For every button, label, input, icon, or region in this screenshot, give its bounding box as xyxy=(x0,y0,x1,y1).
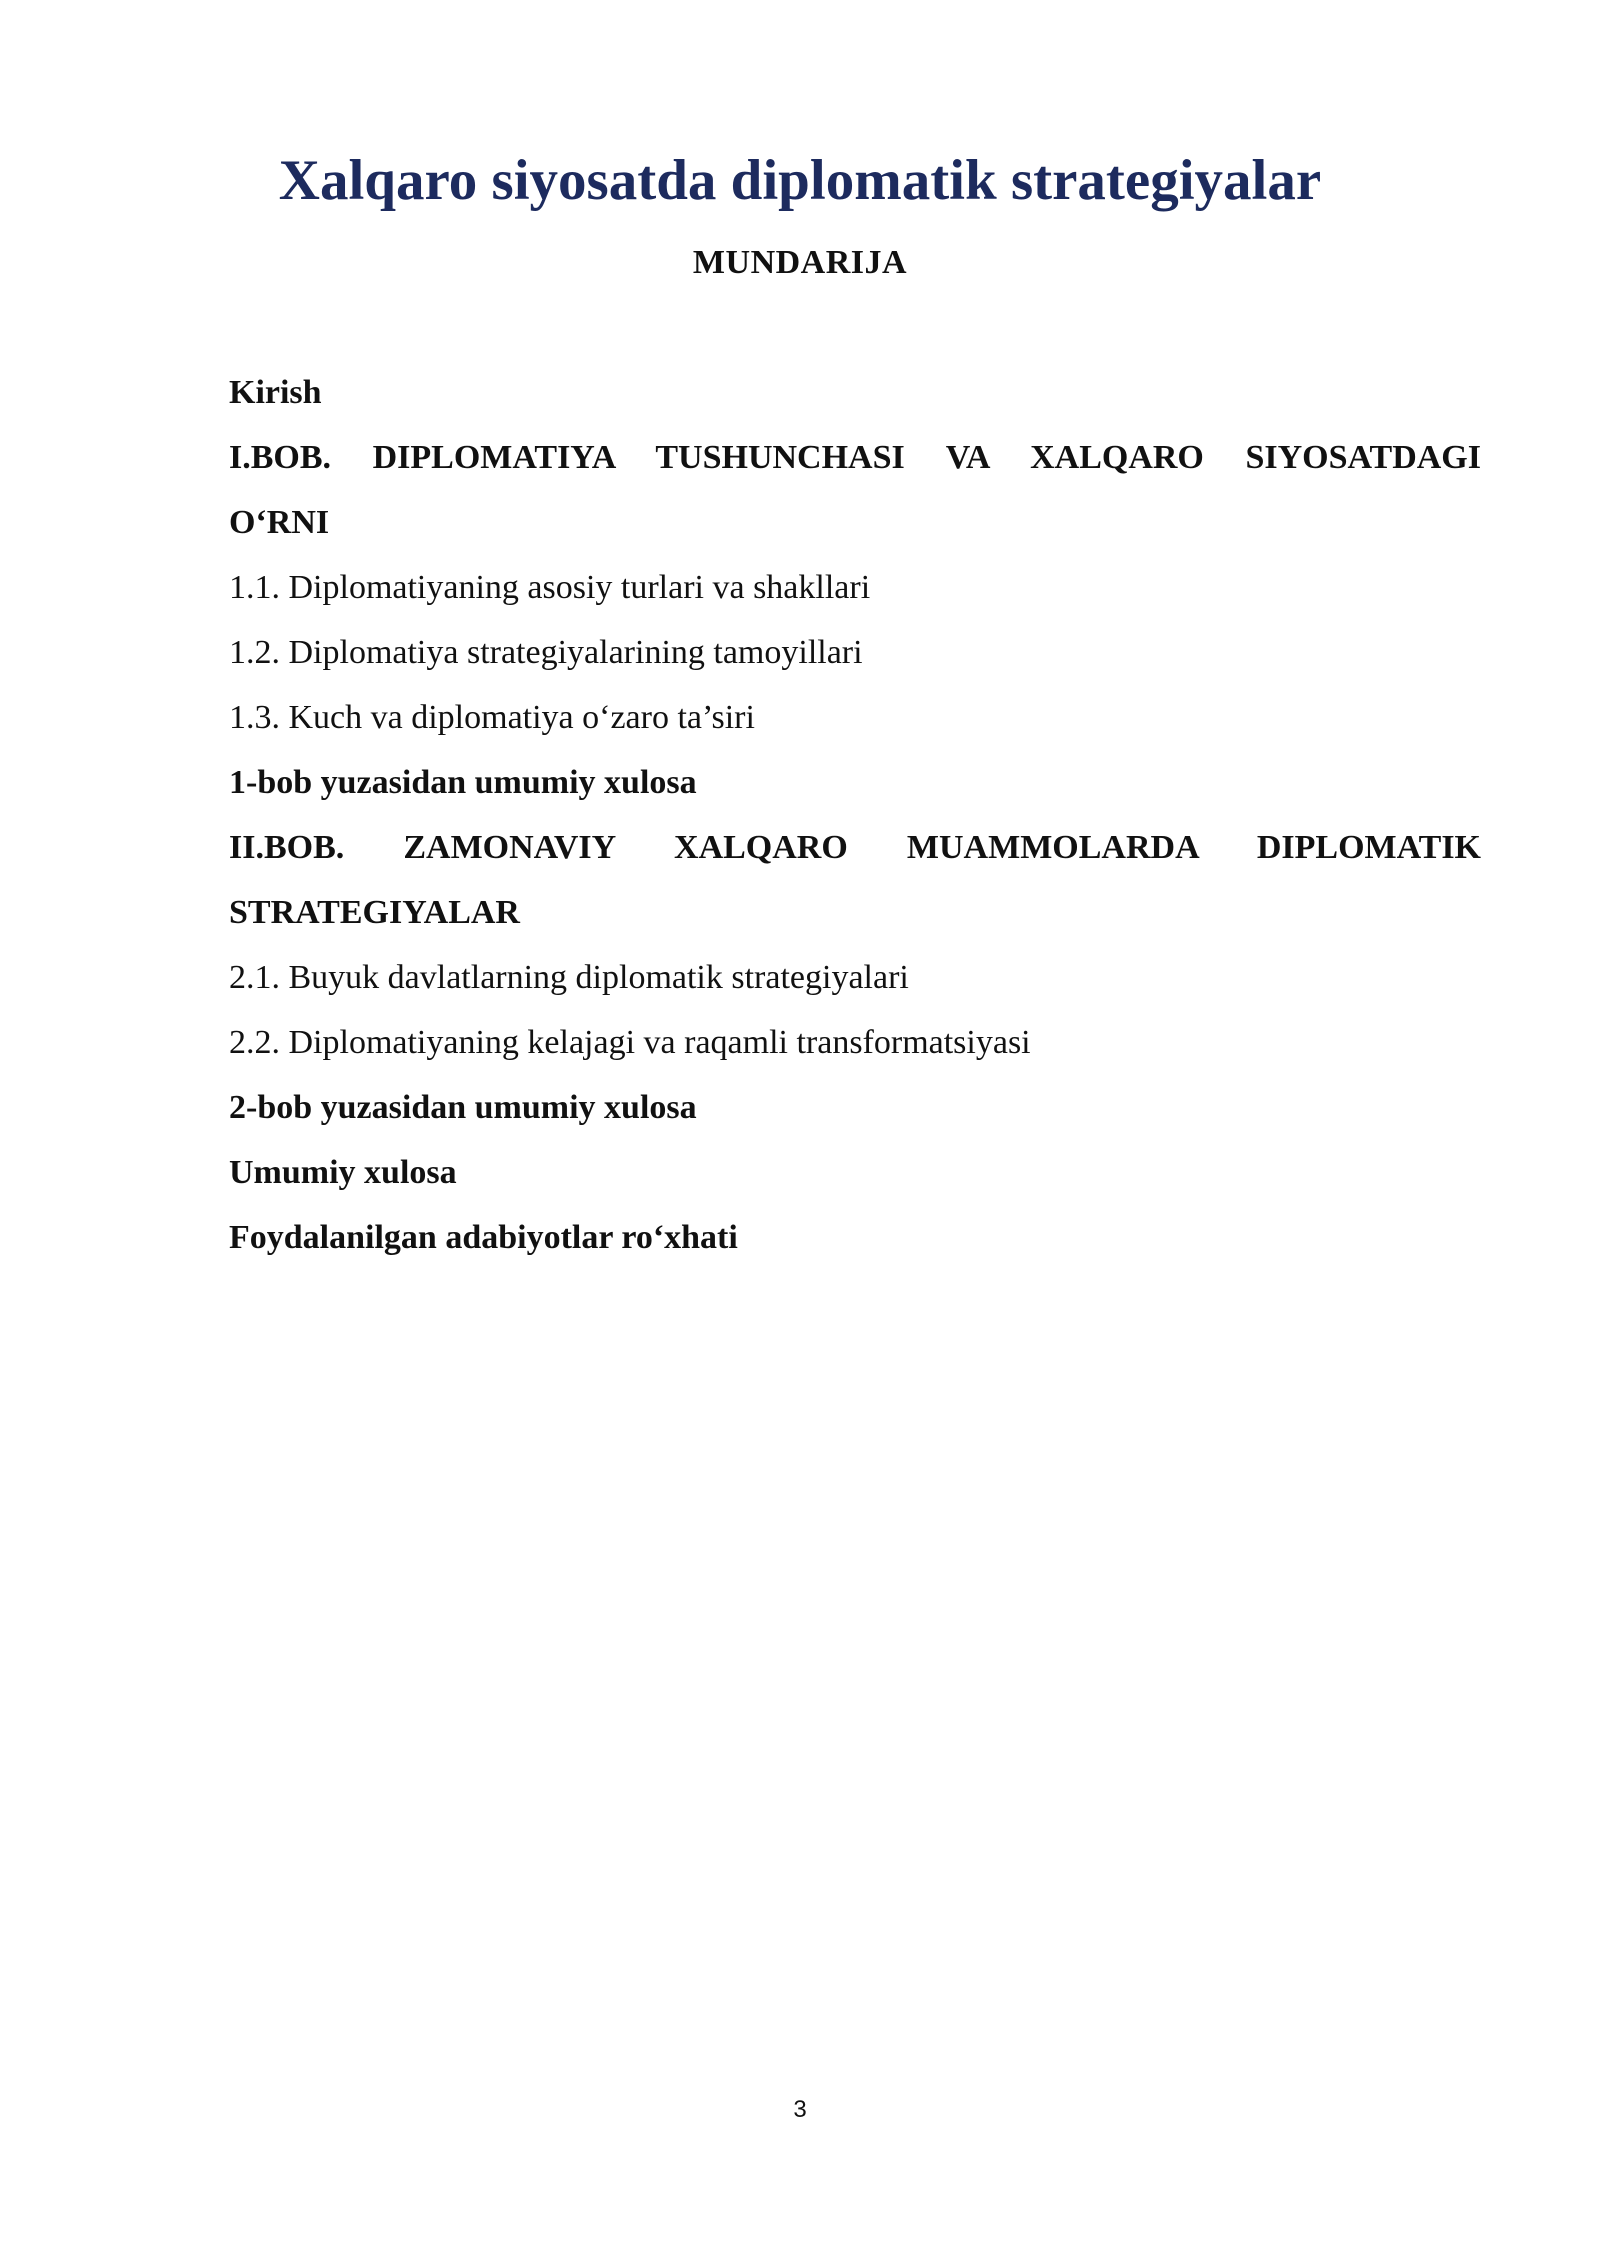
page-number: 3 xyxy=(793,2096,807,2123)
toc-item-section-1-1: 1.1. Diplomatiyaning asosiy turlari va shakllari xyxy=(229,569,871,606)
table-of-contents xyxy=(229,368,1481,1278)
toc-item-section-1-2: 1.2. Diplomatiya strategiyalarining tamoyillari xyxy=(229,634,863,671)
toc-item-kirish: Kirish xyxy=(229,374,322,411)
toc-item-chapter-2-conclusion: 2-bob yuzasidan umumiy xulosa xyxy=(229,1089,697,1126)
toc-item-chapter-1-title: I.BOB. DIPLOMATIYA TUSHUNCHASI VA XALQARO SIYOSATDAGI xyxy=(229,439,1481,476)
toc-item-chapter-1-title-cont: O‘RNI xyxy=(229,504,330,541)
toc-item-chapter-2-title-cont: STRATEGIYALAR xyxy=(229,894,520,931)
toc-item-references: Foydalanilgan adabiyotlar ro‘xhati xyxy=(229,1219,738,1256)
document-title: Xalqaro siyosatda diplomatik strategiyalar xyxy=(278,149,1322,212)
toc-item-section-1-3: 1.3. Kuch va diplomatiya o‘zaro ta’siri xyxy=(229,699,755,736)
toc-item-section-2-1: 2.1. Buyuk davlatlarning diplomatik strategiyalari xyxy=(229,959,909,996)
toc-item-chapter-1-conclusion: 1-bob yuzasidan umumiy xulosa xyxy=(229,764,697,801)
toc-heading: MUNDARIJA xyxy=(692,244,908,281)
toc-item-general-conclusion: Umumiy xulosa xyxy=(229,1154,457,1191)
toc-item-chapter-2-title: II.BOB. ZAMONAVIY XALQARO MUAMMOLARDA DIPLOMATIK xyxy=(229,829,1481,866)
toc-item-section-2-2: 2.2. Diplomatiyaning kelajagi va raqamli transformatsiyasi xyxy=(229,1024,1031,1061)
